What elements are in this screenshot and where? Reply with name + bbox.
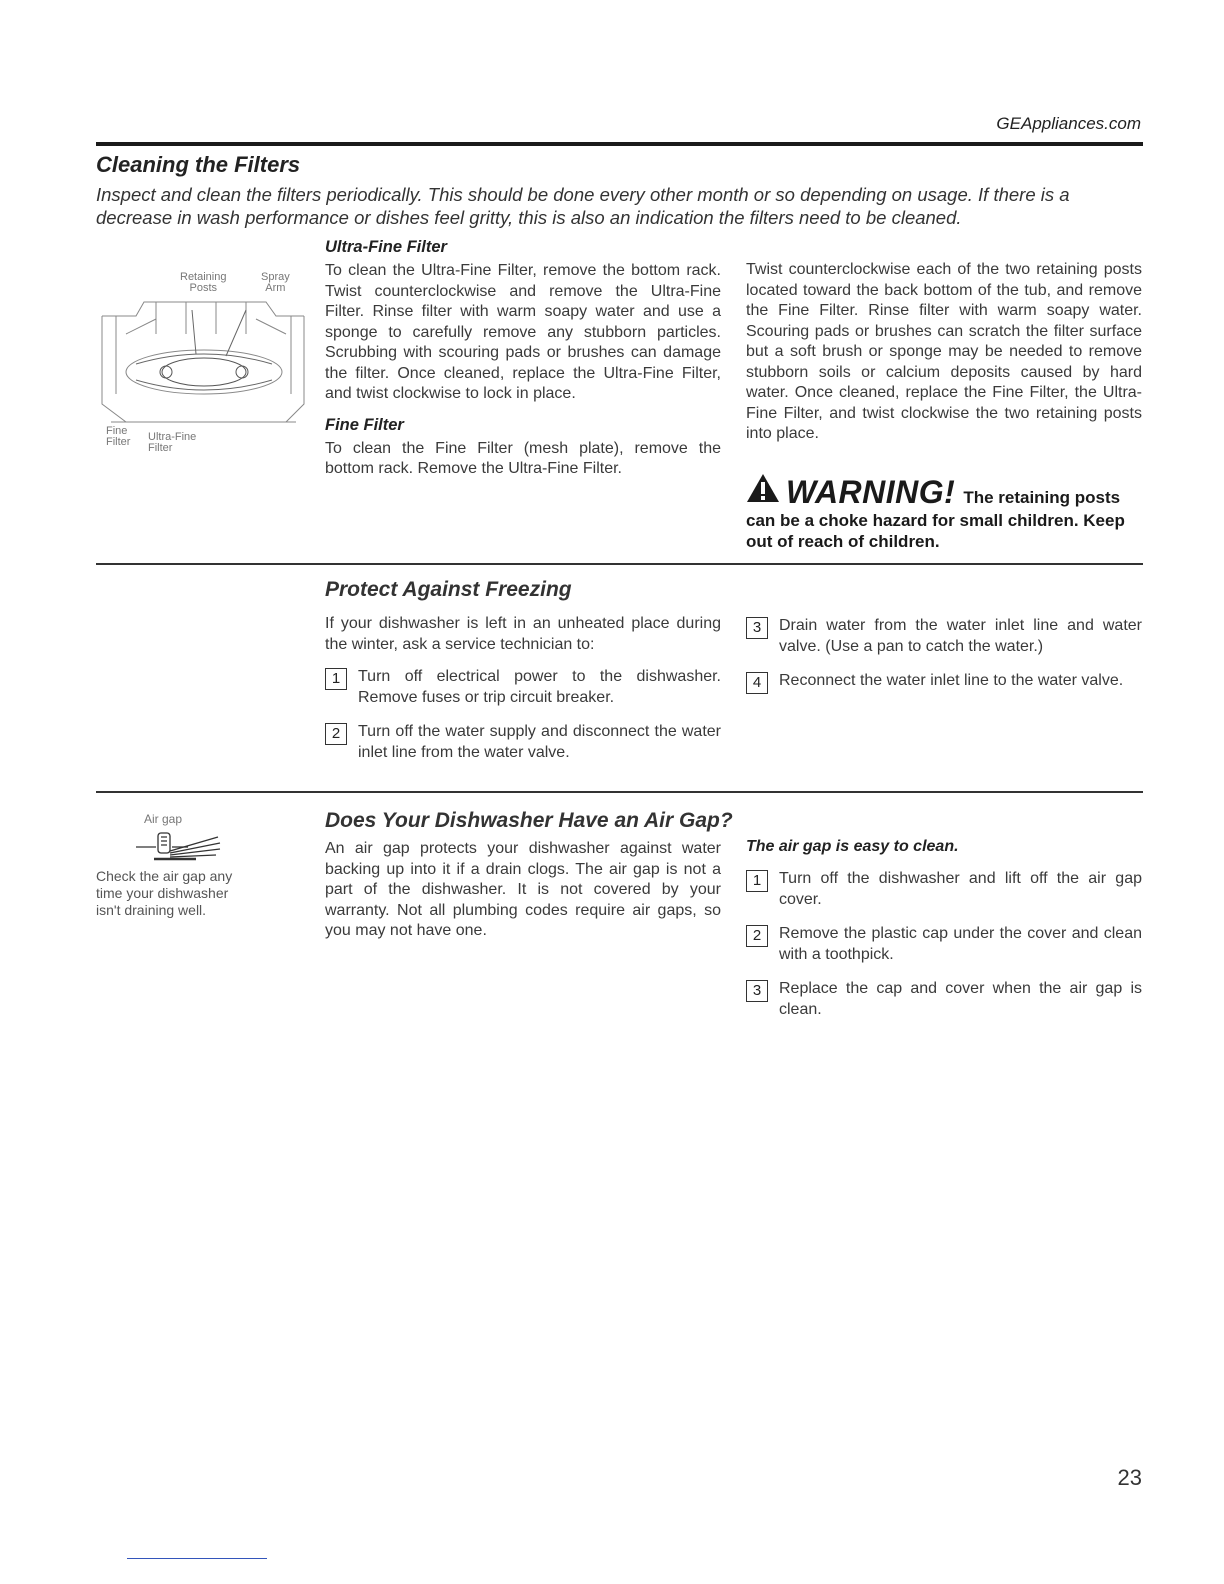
label-fine-filter: Fine Filter	[106, 425, 131, 448]
site-url: GEAppliances.com	[996, 114, 1141, 133]
label-ultra-fine-filter: Ultra-Fine Filter	[148, 431, 197, 454]
step-number: 4	[746, 672, 768, 694]
warning-text: can be a choke hazard for small children. Keep out of reach of children.	[746, 511, 1125, 551]
section-divider	[96, 563, 1143, 565]
ultra-fine-text: To clean the Ultra-Fine Filter, remove the bottom rack. Twist counterclockwise and remove the Ultra-Fine Filter. Rinse filter with warm soapy water and use a sponge to carefully remove any stubborn particles. Scrubbing with scouring pads or brushes can damage the filter. Once cleaned, replace the Ultra-Fine Filter, and twist clockwise to lock in place.	[325, 262, 721, 402]
warning-block	[746, 473, 1146, 552]
step-text: Remove the plastic cap under the cover and clean with a toothpick.	[779, 925, 1142, 963]
step-number: 3	[746, 617, 768, 639]
airgap-subheading: The air gap is easy to clean.	[746, 838, 959, 855]
freezing-right-column	[746, 616, 1142, 694]
step-text: Turn off the water supply and disconnect the water inlet line from the water valve.	[358, 723, 721, 761]
section-title-freezing: Protect Against Freezing	[325, 578, 572, 601]
filters-intro: Inspect and clean the filters periodically. This should be done every other month or so depending on usage. If there is a decrease in wash performance or dishes feel gritty, this is also an indication the filters need to be cleaned.	[96, 184, 1070, 228]
warning-triangle-icon	[746, 473, 780, 503]
freezing-intro: If your dishwasher is left in an unheated place during the winter, ask a service technician to:	[325, 615, 721, 653]
dishwasher-tub-drawing	[96, 294, 311, 424]
step-number: 2	[325, 723, 347, 745]
step-text: Turn off electrical power to the dishwasher. Remove fuses or trip circuit breaker.	[358, 668, 721, 706]
freezing-step-1	[325, 667, 721, 708]
airgap-caption: Check the air gap any time your dishwasher isn't draining well.	[96, 868, 233, 918]
filters-right-text: Twist counterclockwise each of the two retaining posts located toward the back bottom of the tub, and remove the Fine Filter. Rinse filter with warm soapy water. Scouring pads or brushes can scratch the filter surface but a soft brush or sponge may be needed to remove stubborn soils or calcium deposits caused by hard water. Once cleaned, replace the Fine Filter, the Ultra-Fine Filter, and twist clockwise the two retaining posts into place.	[746, 261, 1142, 442]
warning-title: WARNING!	[786, 474, 956, 510]
filter-illustration	[96, 266, 311, 466]
air-gap-icon	[116, 827, 256, 863]
filters-middle-column	[325, 238, 721, 480]
fine-filter-heading: Fine Filter	[325, 415, 404, 434]
label-spray-arm: Spray Arm	[261, 271, 290, 294]
step-number: 1	[325, 668, 347, 690]
airgap-illustration	[96, 814, 276, 919]
step-text: Replace the cap and cover when the air gap is clean.	[779, 980, 1142, 1018]
header-rule	[96, 142, 1143, 146]
bottom-edge-line	[127, 1558, 267, 1559]
step-number: 3	[746, 980, 768, 1002]
step-text: Reconnect the water inlet line to the water valve.	[779, 672, 1124, 689]
airgap-step-3	[746, 979, 1142, 1020]
step-number: 1	[746, 870, 768, 892]
section-title-filters: Cleaning the Filters	[96, 152, 301, 177]
step-text: Turn off the dishwasher and lift off the air gap cover.	[779, 870, 1142, 908]
freezing-step-3	[746, 616, 1142, 657]
freezing-step-2	[325, 722, 721, 763]
airgap-text: An air gap protects your dishwasher against water backing up into it if a drain clogs. The air gap is not a part of the dishwasher. It is not covered by your warranty. Not all plumbing codes require air gaps, so you may not have one.	[325, 840, 721, 939]
label-air-gap: Air gap	[144, 812, 183, 826]
step-text: Drain water from the water inlet line and water valve. (Use a pan to catch the water.)	[779, 617, 1142, 655]
label-retaining-posts: Retaining Posts	[180, 271, 227, 294]
ultra-fine-heading: Ultra-Fine Filter	[325, 238, 447, 256]
fine-filter-text: To clean the Fine Filter (mesh plate), remove the bottom rack. Remove the Ultra-Fine Filter.	[325, 439, 721, 477]
page-number: 23	[1117, 1465, 1142, 1490]
section-title-air-gap: Does Your Dishwasher Have an Air Gap?	[325, 809, 733, 832]
section-divider	[96, 791, 1143, 793]
warning-lead: The retaining posts	[963, 488, 1121, 507]
freezing-left-column	[325, 614, 721, 763]
freezing-step-4	[746, 671, 1142, 694]
airgap-step-1	[746, 869, 1142, 910]
airgap-right-column	[746, 838, 1142, 1020]
airgap-step-2	[746, 924, 1142, 965]
step-number: 2	[746, 925, 768, 947]
